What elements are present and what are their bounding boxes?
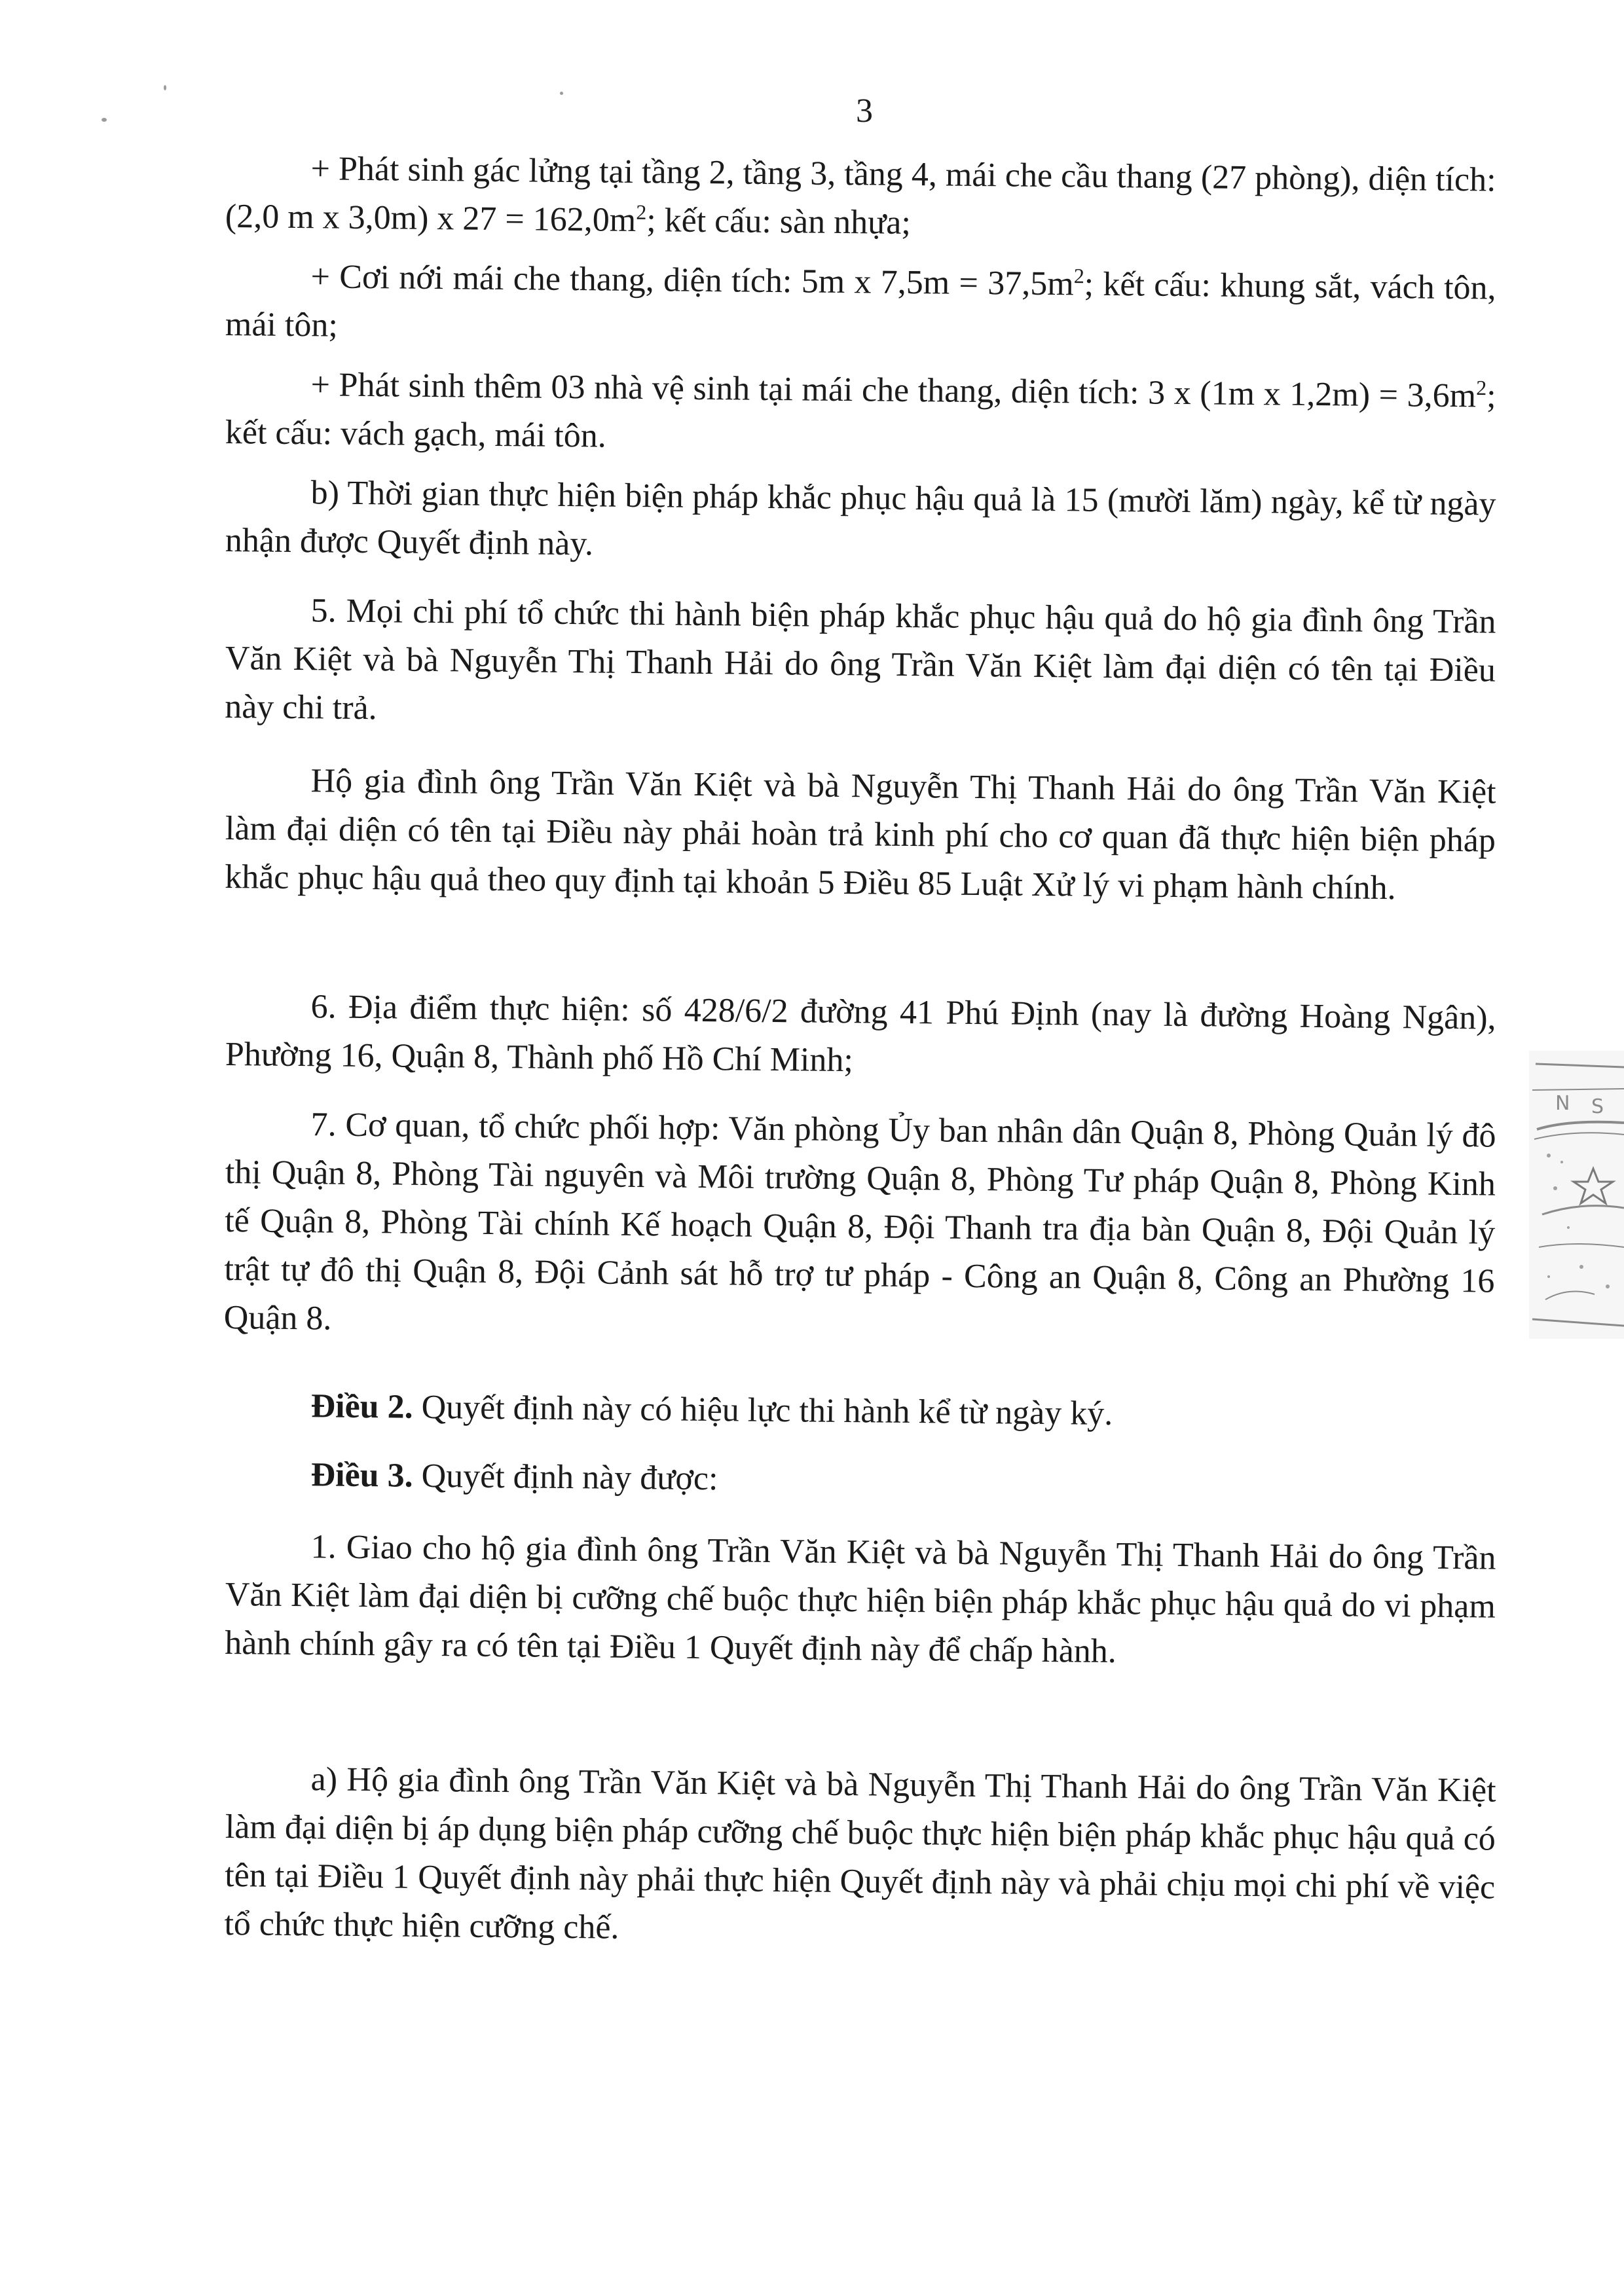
paragraph-time-limit: [225, 468, 1496, 577]
paragraph-text: ; kết cấu: vách gạch, mái tôn.: [225, 377, 1496, 455]
article-heading: Điều 2.: [310, 1387, 413, 1426]
paragraph-text: + Cơi nới mái che thang, diện tích: 5m x 7,5m = 37,5m: [310, 258, 1074, 303]
paragraph-coordination: [223, 1100, 1496, 1355]
superscript: 2: [1073, 264, 1084, 288]
paragraph-text: a) Hộ gia đình ông Trần Văn Kiệt và bà Nguyễn Thị Thanh Hải do ông Trần Văn Kiệt làm đại diện bị áp dụng biện pháp cưỡng chế buộc thực hiện biện pháp khắc phục hậu quả có tên tại Điều 1 Quyết định này phải thực hiện Quyết định này và phải chịu mọi chi phí về việc tổ chức thực hiện cưỡng chế.: [224, 1760, 1496, 1946]
paragraph-text: ; kết cấu: khung sắt, vách tôn, mái tôn;: [225, 265, 1496, 344]
paragraph-mezzanine: [225, 144, 1496, 253]
paragraph-toilets: [225, 360, 1496, 469]
paragraph-text: + Phát sinh gác lửng tại tầng 2, tầng 3, tầng 4, mái che cầu thang (27 phòng), diện tích: (2,0 m x 3,0m) x 27 = 162,0m: [225, 150, 1496, 240]
svg-text:S: S: [1591, 1095, 1604, 1118]
article-heading: Điều 3.: [310, 1456, 413, 1495]
paragraph-location: [225, 982, 1496, 1091]
partial-seal: [1529, 1051, 1624, 1339]
paragraph-text: 5. Mọi chi phí tổ chức thi hành biện pháp khắc phục hậu quả do hộ gia đình ông Trần Văn Kiệt và bà Nguyễn Thị Thanh Hải do ông Trần Văn Kiệt làm đại diện có tên tại Điều này chi trả.: [224, 592, 1496, 727]
paragraph-article-2: [225, 1381, 1496, 1442]
paragraph-text: Hộ gia đình ông Trần Văn Kiệt và bà Nguyễn Thị Thanh Hải do ông Trần Văn Kiệt làm đại diện có tên tại Điều này phải hoàn trả kinh phí cho cơ quan đã thực hiện biện pháp khắc phục hậu quả theo quy định tại khoản 5 Điều 85 Luật Xử lý vi phạm hành chính.: [224, 762, 1496, 907]
paragraph-text: 7. Cơ quan, tổ chức phối hợp: Văn phòng Ủy ban nhân dân Quận 8, Phòng Quản lý đô thị Quận 8, Phòng Tài nguyên và Môi trường Quận 8, Phòng Tư pháp Quận 8, Phòng Kinh tế Quận 8, Phòng Tài chính Kế hoạch Quận 8, Đội Thanh tra địa bàn Quận 8, Đội Quản lý trật tự đô thị Quận 8, Đội Cảnh sát hỗ trợ tư pháp - Công an Quận 8, Công an Phường 16 Quận 8.: [223, 1106, 1496, 1338]
paragraph-stair-roof: [225, 252, 1496, 361]
paragraph-enforcement: [224, 1755, 1496, 1961]
paragraph-reimbursement: [225, 756, 1496, 914]
paragraph-text: ; kết cấu: sàn nhựa;: [646, 202, 912, 242]
paragraph-text: Quyết định này có hiệu lực thi hành kể từ ngày ký.: [413, 1388, 1113, 1433]
superscript: 2: [636, 200, 647, 224]
paragraph-costs: [225, 586, 1496, 744]
scan-speck: [101, 118, 107, 122]
paragraph-text: + Phát sinh thêm 03 nhà vệ sinh tại mái che thang, diện tích: 3 x (1m x 1,2m) = 3,6m: [310, 366, 1477, 415]
paragraph-text: Quyết định này được:: [413, 1457, 718, 1498]
paragraph-article-3: [225, 1450, 1496, 1511]
scan-speck: [164, 85, 166, 90]
paragraph-assignment: [225, 1522, 1496, 1680]
paragraph-text: 1. Giao cho hộ gia đình ông Trần Văn Kiệt và bà Nguyễn Thị Thanh Hải do ông Trần Văn Kiệt làm đại diện bị cưỡng chế buộc thực hiện biện pháp khắc phục hậu quả do vi phạm hành chính gây ra có tên tại Điều 1 Quyết định này để chấp hành.: [224, 1528, 1496, 1671]
seal-graphic: [1529, 1051, 1624, 1339]
page-number: 3: [856, 92, 873, 130]
paragraph-text: 6. Địa điểm thực hiện: số 428/6/2 đường 41 Phú Định (nay là đường Hoàng Ngân), Phường 16, Quận 8, Thành phố Hồ Chí Minh;: [225, 988, 1496, 1080]
superscript: 2: [1476, 376, 1487, 400]
paragraph-text: b) Thời gian thực hiện biện pháp khắc phục hậu quả là 15 (mười lăm) ngày, kể từ ngày nhận được Quyết định này.: [225, 474, 1496, 563]
svg-text:N: N: [1555, 1092, 1570, 1115]
scan-speck: [560, 92, 563, 95]
